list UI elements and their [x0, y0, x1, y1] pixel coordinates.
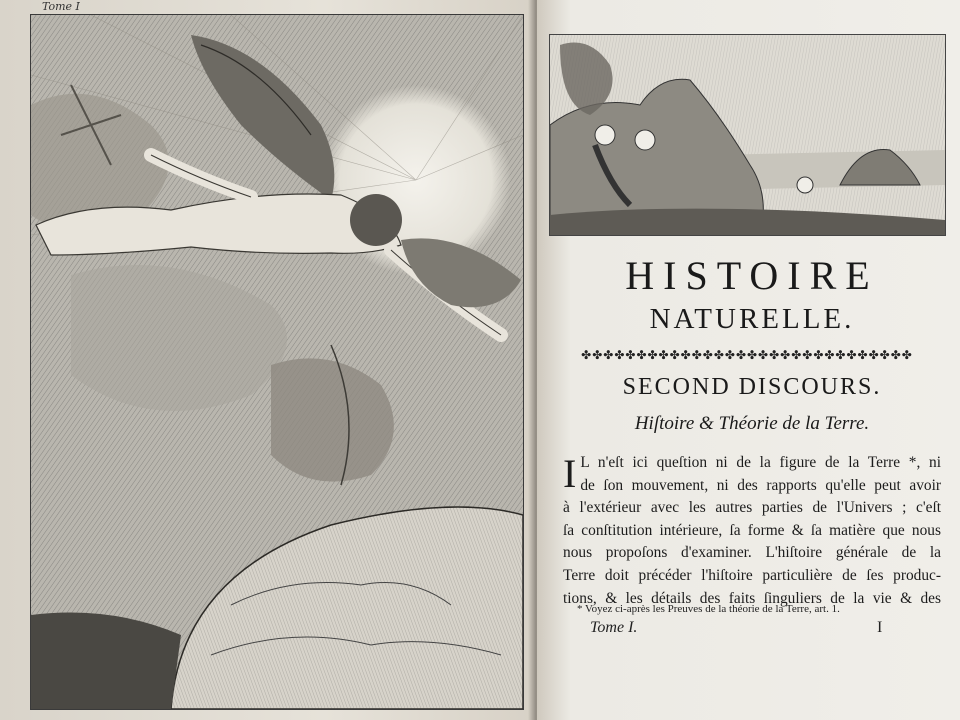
page-number: I	[877, 619, 883, 636]
footnote: * Voyez ci-après les Preuves de la théorie de la Terre, art. 1.	[577, 603, 840, 615]
body-text	[563, 452, 941, 610]
body-line: ſa conſtitution intérieure, ſa forme & ſa matière que nous	[563, 521, 941, 539]
body-line: Terre doit précéder l'hiſtoire particulière de ſes produc-	[563, 566, 941, 584]
title-line-2: NATURELLE.	[649, 303, 855, 335]
body-line: de ſon mouvement, ni des rapports qu'elle peut avoir	[580, 476, 941, 494]
ornament-rule: ✤✤✤✤✤✤✤✤✤✤✤✤✤✤✤✤✤✤✤✤✤✤✤✤✤✤✤✤✤✤	[581, 348, 913, 362]
body-line: à l'extérieur avec les autres parties de l'Univers ; c'eſt	[563, 499, 941, 517]
drop-initial: I	[563, 451, 577, 496]
vignette-illustration	[550, 35, 945, 235]
engraving-illustration	[31, 15, 523, 709]
section-heading: SECOND DISCOURS.	[622, 374, 882, 400]
plate-label: Tome I	[42, 0, 80, 13]
section-subheading: Hiſtoire & Théorie de la Terre.	[634, 413, 870, 434]
title-line-1: HISTOIRE	[625, 253, 879, 298]
frontispiece-engraving	[30, 14, 524, 710]
body-line: tions, & les détails des faits ſinguliers de la vie & des	[563, 589, 941, 607]
body-line: L n'eſt ici queſtion ni de la figure de la Terre *, ni	[580, 454, 941, 471]
signature-mark: Tome I.	[590, 619, 638, 636]
headpiece-vignette	[549, 34, 946, 236]
title-page	[537, 0, 960, 720]
book-title	[552, 252, 952, 336]
body-line: nous propoſons d'examiner. L'hiſtoire générale de la	[563, 544, 941, 562]
